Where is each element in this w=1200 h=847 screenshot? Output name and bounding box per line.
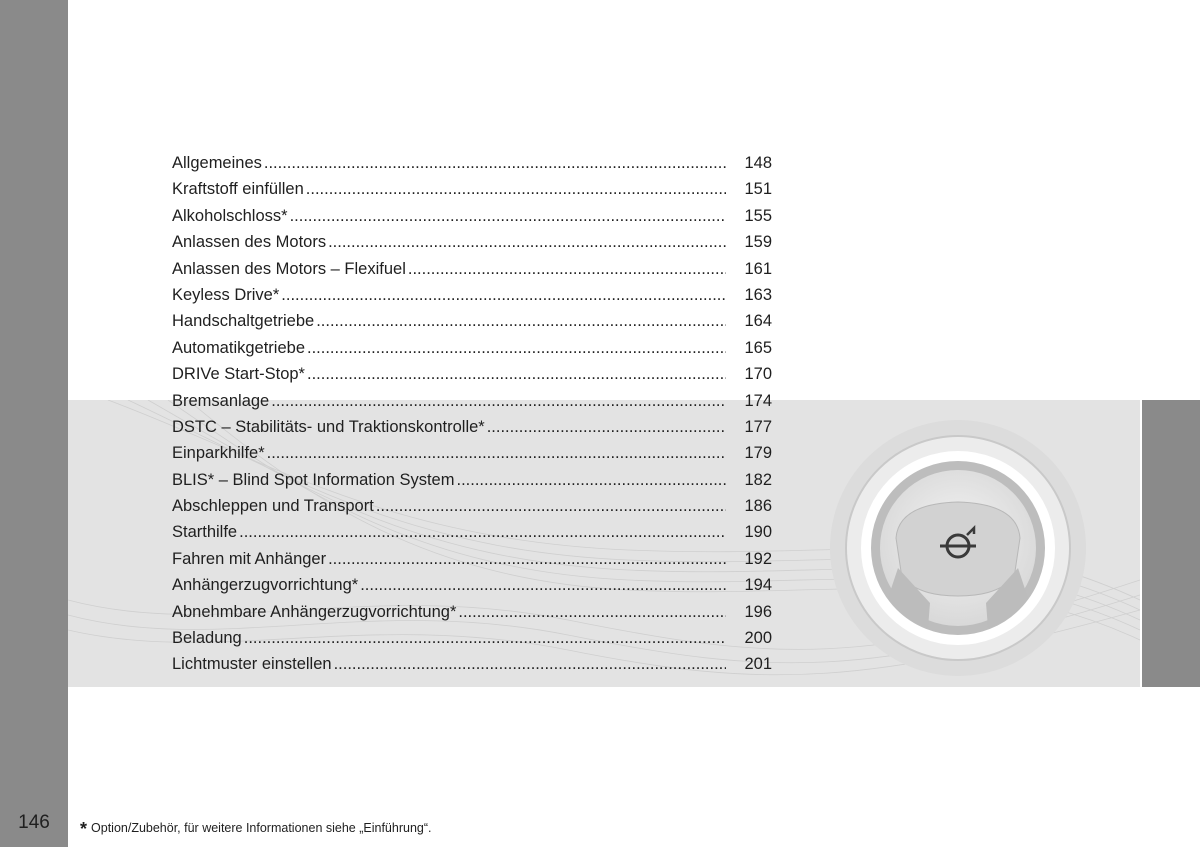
toc-dot-leader (456, 467, 726, 493)
toc-entry[interactable] (172, 308, 772, 334)
toc-entry-title: Kraftstoff einfüllen (172, 180, 304, 199)
footnote-text: Option/Zubehör, für weitere Informationen siehe „Einführung“. (91, 821, 432, 835)
toc-entry-title: Abnehmbare Anhängerzugvorrichtung* (172, 602, 457, 621)
toc-entry[interactable] (172, 176, 772, 202)
toc-entry-title: Anlassen des Motors – Flexifuel (172, 259, 406, 278)
toc-entry-page: 182 (744, 470, 772, 489)
toc-dot-leader (376, 493, 726, 519)
toc-entry-page: 151 (744, 180, 772, 199)
chapter-tab (1142, 400, 1200, 687)
toc-entry[interactable] (172, 335, 772, 361)
footnote (80, 816, 431, 837)
toc-dot-leader (458, 599, 726, 625)
toc-dot-leader (290, 203, 726, 229)
toc-entry[interactable] (172, 467, 772, 493)
toc-entry-title: Abschleppen und Transport (172, 497, 374, 516)
toc-entry-title: Keyless Drive* (172, 285, 280, 304)
page-number: 146 (18, 812, 50, 833)
toc-entry-page: 155 (744, 206, 772, 225)
toc-entry-page: 192 (744, 549, 772, 568)
toc-dot-leader (267, 440, 726, 466)
toc-entry[interactable] (172, 651, 772, 677)
toc-entry-title: DRIVe Start-Stop* (172, 365, 305, 384)
toc-entry[interactable] (172, 599, 772, 625)
toc-entry[interactable] (172, 282, 772, 308)
toc-entry[interactable] (172, 493, 772, 519)
toc-entry-title: Lichtmuster einstellen (172, 655, 332, 674)
toc-entry[interactable] (172, 572, 772, 598)
toc-dot-leader (264, 150, 726, 176)
toc-entry[interactable] (172, 414, 772, 440)
table-of-contents (172, 150, 772, 678)
toc-entry-page: 148 (744, 154, 772, 172)
toc-dot-leader (306, 176, 726, 202)
toc-dot-leader (316, 308, 726, 334)
toc-entry-title: Allgemeines (172, 154, 262, 172)
toc-entry-title: Automatikgetriebe (172, 338, 305, 357)
footnote-star: * (80, 819, 88, 839)
toc-dot-leader (360, 572, 726, 598)
toc-entry-page: 200 (744, 629, 772, 648)
toc-entry[interactable] (172, 519, 772, 545)
toc-entry-page: 161 (744, 259, 772, 278)
toc-entry-title: Handschaltgetriebe (172, 312, 315, 331)
toc-entry[interactable] (172, 388, 772, 414)
toc-entry-title: Bremsanlage (172, 391, 270, 410)
toc-entry-page: 170 (744, 365, 772, 384)
toc-dot-leader (408, 256, 726, 282)
toc-entry-page: 179 (744, 444, 772, 463)
toc-entry[interactable] (172, 546, 772, 572)
toc-dot-leader (281, 282, 726, 308)
toc-entry-title: BLIS* – Blind Spot Information System (172, 470, 455, 489)
toc-entry[interactable] (172, 203, 772, 229)
toc-entry-page: 159 (744, 233, 772, 252)
toc-dot-leader (307, 335, 726, 361)
toc-dot-leader (334, 651, 726, 677)
toc-entry-title: Alkoholschloss* (172, 206, 288, 225)
left-margin-bar (0, 0, 68, 847)
toc-entry[interactable] (172, 229, 772, 255)
toc-entry[interactable] (172, 150, 772, 176)
toc-entry-title: Anhängerzugvorrichtung* (172, 576, 359, 595)
toc-entry-page: 165 (744, 338, 772, 357)
toc-entry-page: 164 (744, 312, 772, 331)
toc-dot-leader (328, 546, 726, 572)
toc-entry-page: 177 (744, 417, 772, 436)
toc-entry-page: 174 (744, 391, 772, 410)
toc-dot-leader (271, 388, 726, 414)
toc-entry-title: Anlassen des Motors (172, 233, 327, 252)
toc-entry-page: 190 (744, 523, 772, 542)
toc-entry-page: 186 (744, 497, 772, 516)
toc-entry[interactable] (172, 625, 772, 651)
toc-entry[interactable] (172, 440, 772, 466)
toc-entry-page: 194 (744, 576, 772, 595)
toc-entry-title: Beladung (172, 629, 242, 648)
toc-entry-title: Fahren mit Anhänger (172, 549, 327, 568)
toc-entry[interactable] (172, 361, 772, 387)
toc-entry-title: Einparkhilfe* (172, 444, 265, 463)
toc-entry-title: DSTC – Stabilitäts- und Traktionskontrolle* (172, 417, 485, 436)
toc-entry[interactable] (172, 256, 772, 282)
toc-entry-page: 163 (744, 285, 772, 304)
steering-wheel-icon (828, 418, 1088, 678)
toc-dot-leader (244, 625, 726, 651)
toc-dot-leader (239, 519, 726, 545)
toc-dot-leader (307, 361, 726, 387)
toc-entry-page: 196 (744, 602, 772, 621)
toc-entry-page: 201 (744, 655, 772, 674)
toc-dot-leader (487, 414, 726, 440)
toc-entry-title: Starthilfe (172, 523, 238, 542)
toc-dot-leader (328, 229, 726, 255)
